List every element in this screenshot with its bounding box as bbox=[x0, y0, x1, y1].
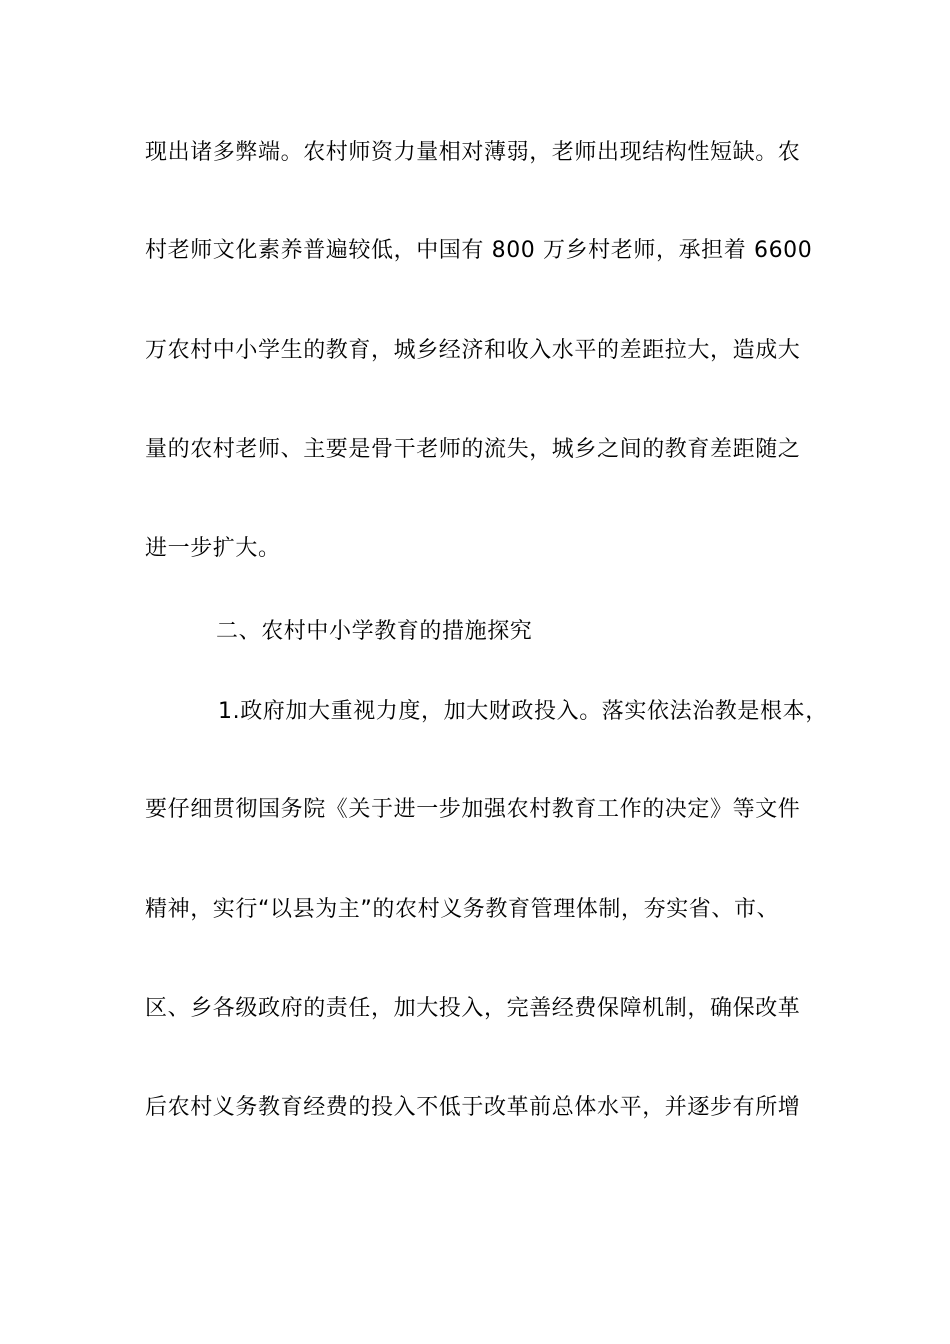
body-text-line: 村老师文化素养普遍较低，中国有 800 万乡村老师，承担着 6600 bbox=[145, 238, 813, 263]
body-text-line: 1.政府加大重视力度，加大财政投入。落实依法治教是根本， bbox=[218, 699, 828, 724]
section-heading: 二、农村中小学教育的措施探究 bbox=[216, 619, 533, 644]
body-text-line: 区、乡各级政府的责任，加大投入，完善经费保障机制，确保改革 bbox=[145, 996, 801, 1021]
body-text-line: 进一步扩大。 bbox=[145, 536, 281, 561]
body-text-line: 要仔细贯彻国务院《关于进一步加强农村教育工作的决定》等文件 bbox=[145, 797, 801, 822]
body-text-line: 精神，实行“以县为主”的农村义务教育管理体制，夯实省、市、 bbox=[145, 897, 780, 922]
body-text-line: 后农村义务教育经费的投入不低于改革前总体水平，并逐步有所增 bbox=[145, 1095, 801, 1120]
body-text-line: 万农村中小学生的教育，城乡经济和收入水平的差距拉大，造成大 bbox=[145, 338, 801, 363]
body-text-line: 现出诸多弊端。农村师资力量相对薄弱，老师出现结构性短缺。农 bbox=[145, 140, 801, 165]
body-text-line: 量的农村老师、主要是骨干老师的流失，城乡之间的教育差距随之 bbox=[145, 437, 801, 462]
